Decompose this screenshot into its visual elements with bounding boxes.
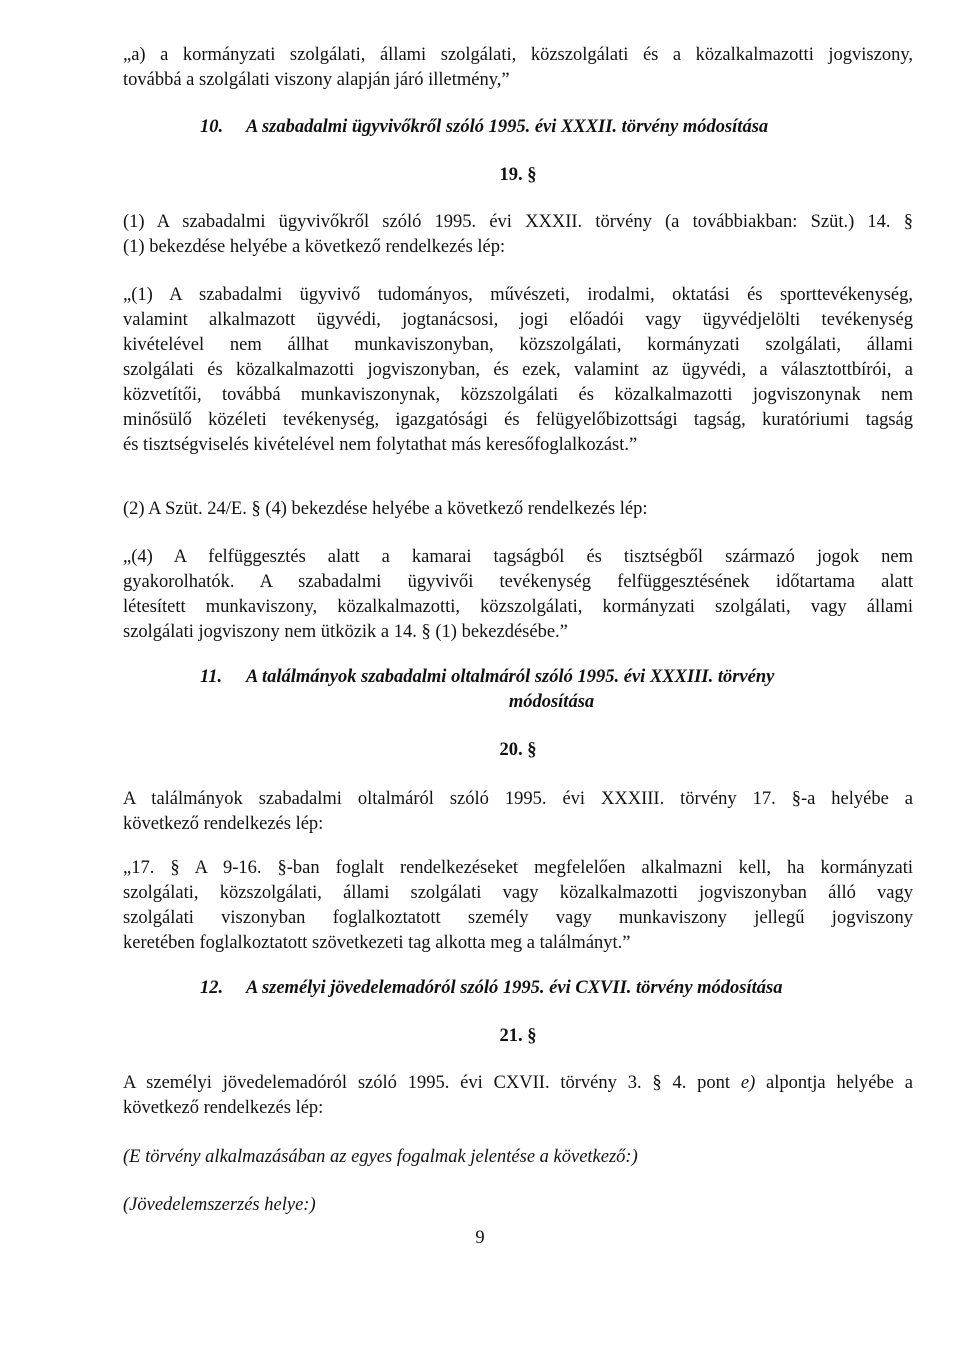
quote-line: „(1) A szabadalmi ügyvivő tudományos, művészeti, irodalmi, oktatási és sporttevékenység, bbox=[123, 285, 913, 305]
paragraph-20-intro-line-1: A találmányok szabadalmi oltalmáról szóló 1995. évi XXXIII. törvény 17. §-a helyébe a bbox=[123, 789, 913, 809]
paragraph-21-intro-line-2: következő rendelkezés lép: bbox=[123, 1098, 324, 1118]
section-11-title-line-1: A találmányok szabadalmi oltalmáról szóló 1995. évi XXXIII. törvény bbox=[246, 667, 775, 687]
section-10-number: 10. bbox=[200, 117, 224, 137]
paragraph-21-note-2: (Jövedelemszerzés helye:) bbox=[123, 1195, 316, 1215]
paragraph-21-intro bbox=[123, 1071, 913, 1121]
quote-line: szolgálati és közalkalmazotti jogviszonyban, és ezek, valamint az ügyvédi, a választottbírói, a bbox=[123, 360, 913, 380]
page-number: 9 bbox=[475, 1228, 485, 1248]
section-11-number: 11. bbox=[200, 667, 223, 687]
section-12-number: 12. bbox=[200, 978, 224, 998]
top-quote-line-2: továbbá a szolgálati viszony alapján járó illetmény,” bbox=[123, 70, 510, 90]
paragraph-21-note-1: (E törvény alkalmazásában az egyes fogalmak jelentése a következő:) bbox=[123, 1147, 638, 1167]
section-11-heading bbox=[200, 665, 920, 690]
quote-line: minősülő közéleti tevékenység, igazgatósági és felügyelőbizottsági tagság, kuratóriumi tagság bbox=[123, 410, 913, 430]
quote-line: létesített munkaviszony, közalkalmazotti, közszolgálati, kormányzati szolgálati, vagy állami bbox=[123, 597, 913, 617]
quote-line: „17. § A 9-16. §-ban foglalt rendelkezéseket megfelelően alkalmazni kell, ha kormányzati bbox=[123, 858, 913, 878]
quote-line: kivételével nem állhat munkaviszonyban, közszolgálati, kormányzati szolgálati, állami bbox=[123, 335, 913, 355]
paragraph-20-intro bbox=[123, 787, 913, 837]
paragraph-20-intro-line-2: következő rendelkezés lép: bbox=[123, 814, 324, 834]
quote-line: keretében foglalkoztatott szövetkezeti tag alkotta meg a találmányt.” bbox=[123, 933, 631, 953]
quote-line: szolgálati, közszolgálati, állami szolgálati vagy közalkalmazotti jogviszonyban álló vagy bbox=[123, 883, 913, 903]
top-quote bbox=[123, 43, 913, 93]
quote-line: és tisztségviselés kivételével nem folytathat más keresőfoglalkozást.” bbox=[123, 435, 638, 455]
paragraph-19-quote-2 bbox=[123, 545, 913, 645]
paragraph-19-intro-line-2: (1) bekezdése helyébe a következő rendelkezés lép: bbox=[123, 237, 506, 257]
paragraph-21-intro-line-1: A személyi jövedelemadóról szóló 1995. évi CXVII. törvény 3. § 4. pont e) alpontja helyébe a bbox=[123, 1073, 914, 1093]
section-10-title: A szabadalmi ügyvivőkről szóló 1995. évi XXXII. törvény módosítása bbox=[246, 117, 769, 137]
quote-line: szolgálati jogviszony nem ütközik a 14. § (1) bekezdésébe.” bbox=[123, 622, 568, 642]
top-quote-line-1: „a) a kormányzati szolgálati, állami szolgálati, közszolgálati és a közalkalmazotti jogviszony, bbox=[123, 45, 913, 65]
section-10-heading bbox=[200, 115, 900, 140]
paragraph-19-intro bbox=[123, 210, 913, 260]
quote-line: közvetítői, továbbá munkaviszonynak, közszolgálati és közalkalmazotti jogviszonynak nem bbox=[123, 385, 913, 405]
paragraph-19-sub-2: (2) A Szüt. 24/E. § (4) bekezdése helyébe a következő rendelkezés lép: bbox=[123, 499, 648, 519]
quote-line: gyakorolhatók. A szabadalmi ügyvivői tevékenység felfüggesztésének időtartama alatt bbox=[123, 572, 913, 592]
section-11-title-line-2: módosítása bbox=[508, 692, 595, 712]
paragraph-19-intro-line-1: (1) A szabadalmi ügyvivőkről szóló 1995. évi XXXII. törvény (a továbbiakban: Szüt.) 14. § bbox=[123, 212, 913, 232]
quote-line: szolgálati viszonyban foglalkoztatott személy vagy munkaviszony jellegű jogviszony bbox=[123, 908, 913, 928]
paragraph-19-quote bbox=[123, 283, 913, 458]
paragraph-20-label: 20. § bbox=[499, 740, 537, 760]
quote-line: „(4) A felfüggesztés alatt a kamarai tagságból és tisztségből származó jogok nem bbox=[123, 547, 913, 567]
section-12-heading bbox=[200, 976, 900, 1001]
quote-line: valamint alkalmazott ügyvédi, jogtanácsosi, jogi előadói vagy ügyvédjelölti tevékenység bbox=[123, 310, 913, 330]
paragraph-19-label: 19. § bbox=[499, 165, 537, 185]
paragraph-20-quote bbox=[123, 856, 913, 956]
section-12-title: A személyi jövedelemadóról szóló 1995. évi CXVII. törvény módosítása bbox=[246, 978, 783, 998]
paragraph-21-label: 21. § bbox=[499, 1026, 537, 1046]
